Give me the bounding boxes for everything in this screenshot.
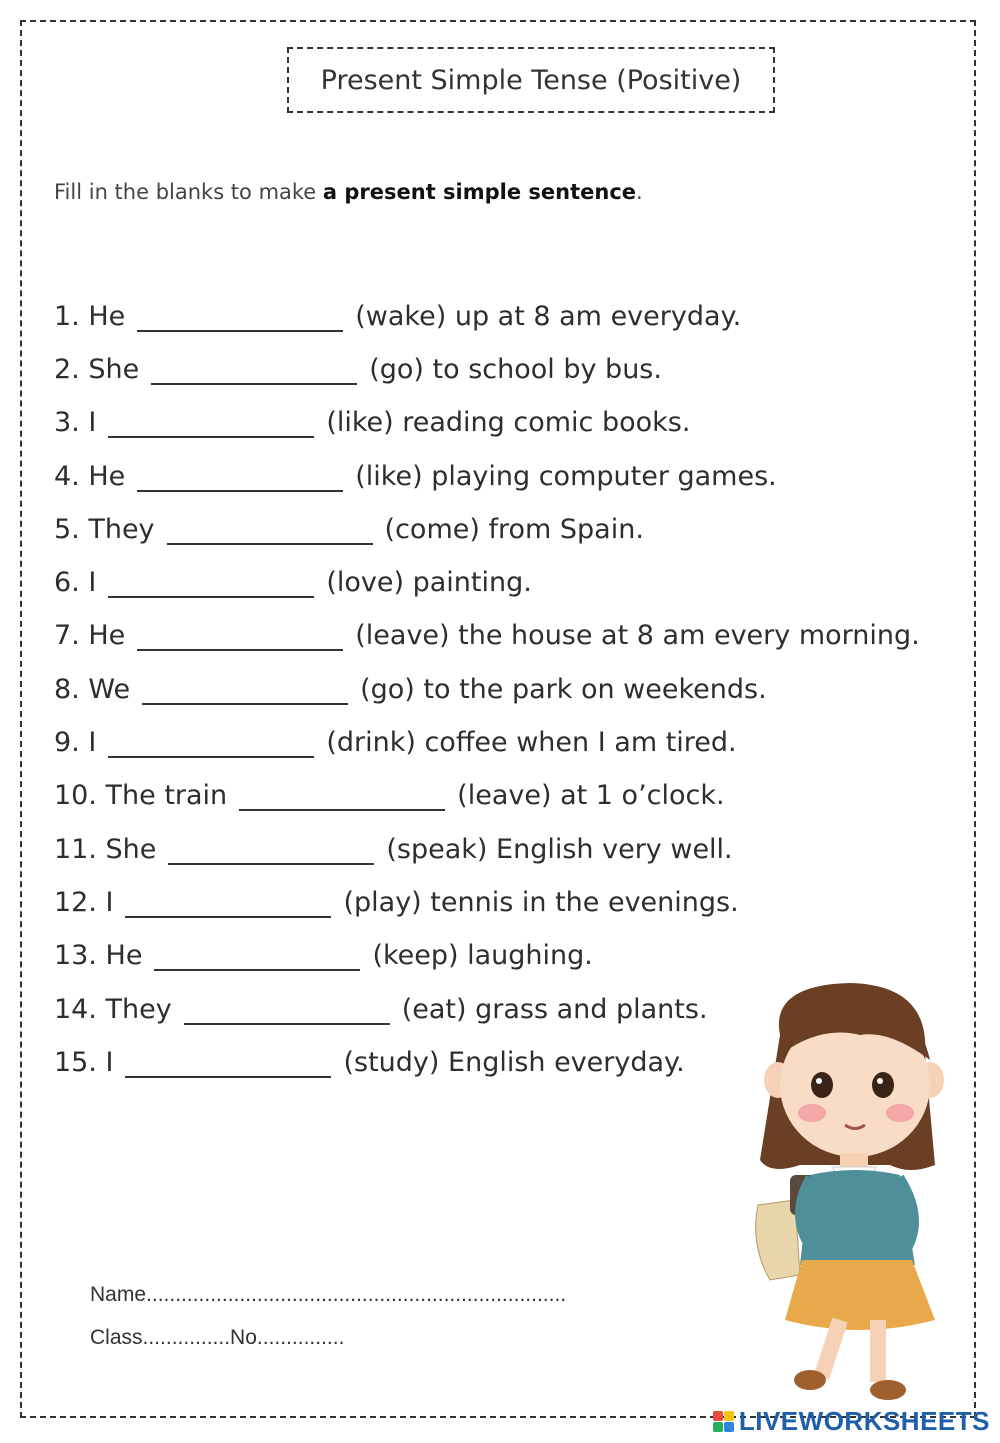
question-lead: 6. I xyxy=(54,567,97,599)
answer-blank[interactable] xyxy=(167,515,373,545)
worksheet-title xyxy=(287,47,775,113)
question-item xyxy=(54,290,920,343)
answer-blank[interactable] xyxy=(125,1048,331,1078)
name-field[interactable]: ........................................................................ xyxy=(146,1283,567,1306)
question-lead: 9. I xyxy=(54,727,97,759)
question-rest: (come) from Spain. xyxy=(384,513,644,545)
question-rest: (love) painting. xyxy=(326,567,532,599)
question-rest: (study) English everyday. xyxy=(343,1046,685,1078)
title-text: Present Simple Tense (Positive) xyxy=(320,64,742,96)
answer-blank[interactable] xyxy=(142,675,348,705)
question-rest: (keep) laughing. xyxy=(372,940,593,972)
name-line xyxy=(90,1280,566,1323)
answer-blank[interactable] xyxy=(154,941,360,971)
question-lead: 7. He xyxy=(54,620,126,652)
name-label: Name xyxy=(90,1283,147,1306)
question-rest: (speak) English very well. xyxy=(386,833,733,865)
instruction-prefix: Fill in the blanks to make xyxy=(54,180,323,204)
question-lead: 2. She xyxy=(54,353,140,385)
answer-blank[interactable] xyxy=(137,302,343,332)
class-label: Class xyxy=(90,1326,143,1349)
no-label: No xyxy=(230,1326,257,1349)
question-item xyxy=(54,343,920,396)
question-rest: (wake) up at 8 am everyday. xyxy=(355,300,742,332)
answer-blank[interactable] xyxy=(108,728,314,758)
question-lead: 4. He xyxy=(54,460,126,492)
question-item xyxy=(54,397,920,450)
answer-blank[interactable] xyxy=(168,835,374,865)
answer-blank[interactable] xyxy=(108,408,314,438)
question-rest: (play) tennis in the evenings. xyxy=(343,886,739,918)
logo-text: LIVEWORKSHEETS xyxy=(738,1406,990,1436)
question-rest: (go) to school by bus. xyxy=(369,353,662,385)
question-list xyxy=(54,290,920,1089)
answer-blank[interactable] xyxy=(239,781,445,811)
student-info xyxy=(90,1280,566,1366)
answer-blank[interactable] xyxy=(151,355,357,385)
question-lead: 15. I xyxy=(54,1046,114,1078)
answer-blank[interactable] xyxy=(137,621,343,651)
answer-blank[interactable] xyxy=(137,462,343,492)
question-lead: 8. We xyxy=(54,673,131,705)
girl-illustration xyxy=(740,975,970,1415)
no-field[interactable]: ............... xyxy=(256,1326,345,1349)
question-item xyxy=(54,823,920,876)
instruction xyxy=(54,180,643,204)
question-lead: 13. He xyxy=(54,940,143,972)
answer-blank[interactable] xyxy=(184,995,390,1025)
liveworksheets-logo[interactable] xyxy=(713,1406,990,1437)
question-lead: 14. They xyxy=(54,993,172,1025)
question-lead: 11. She xyxy=(54,833,157,865)
answer-blank[interactable] xyxy=(125,888,331,918)
question-rest: (leave) at 1 o’clock. xyxy=(457,780,725,812)
question-item xyxy=(54,503,920,556)
question-item xyxy=(54,610,920,663)
question-item xyxy=(54,450,920,503)
question-lead: 5. They xyxy=(54,513,155,545)
instruction-suffix: . xyxy=(636,180,643,204)
question-item xyxy=(54,556,920,609)
question-lead: 3. I xyxy=(54,407,97,439)
question-rest: (like) playing computer games. xyxy=(355,460,777,492)
class-line xyxy=(90,1323,566,1366)
instruction-emphasis: a present simple sentence xyxy=(322,180,637,204)
question-item xyxy=(54,770,920,823)
question-lead: 12. I xyxy=(54,886,114,918)
question-rest: (drink) coffee when I am tired. xyxy=(326,727,737,759)
question-rest: (leave) the house at 8 am every morning. xyxy=(355,620,920,652)
question-lead: 10. The train xyxy=(54,780,228,812)
question-rest: (go) to the park on weekends. xyxy=(360,673,767,705)
answer-blank[interactable] xyxy=(108,568,314,598)
question-rest: (like) reading comic books. xyxy=(326,407,691,439)
class-field[interactable]: ............... xyxy=(142,1326,231,1349)
question-lead: 1. He xyxy=(54,300,126,332)
question-item xyxy=(54,663,920,716)
logo-mark-icon xyxy=(713,1411,735,1433)
question-item xyxy=(54,876,920,929)
question-item xyxy=(54,716,920,769)
question-rest: (eat) grass and plants. xyxy=(401,993,708,1025)
